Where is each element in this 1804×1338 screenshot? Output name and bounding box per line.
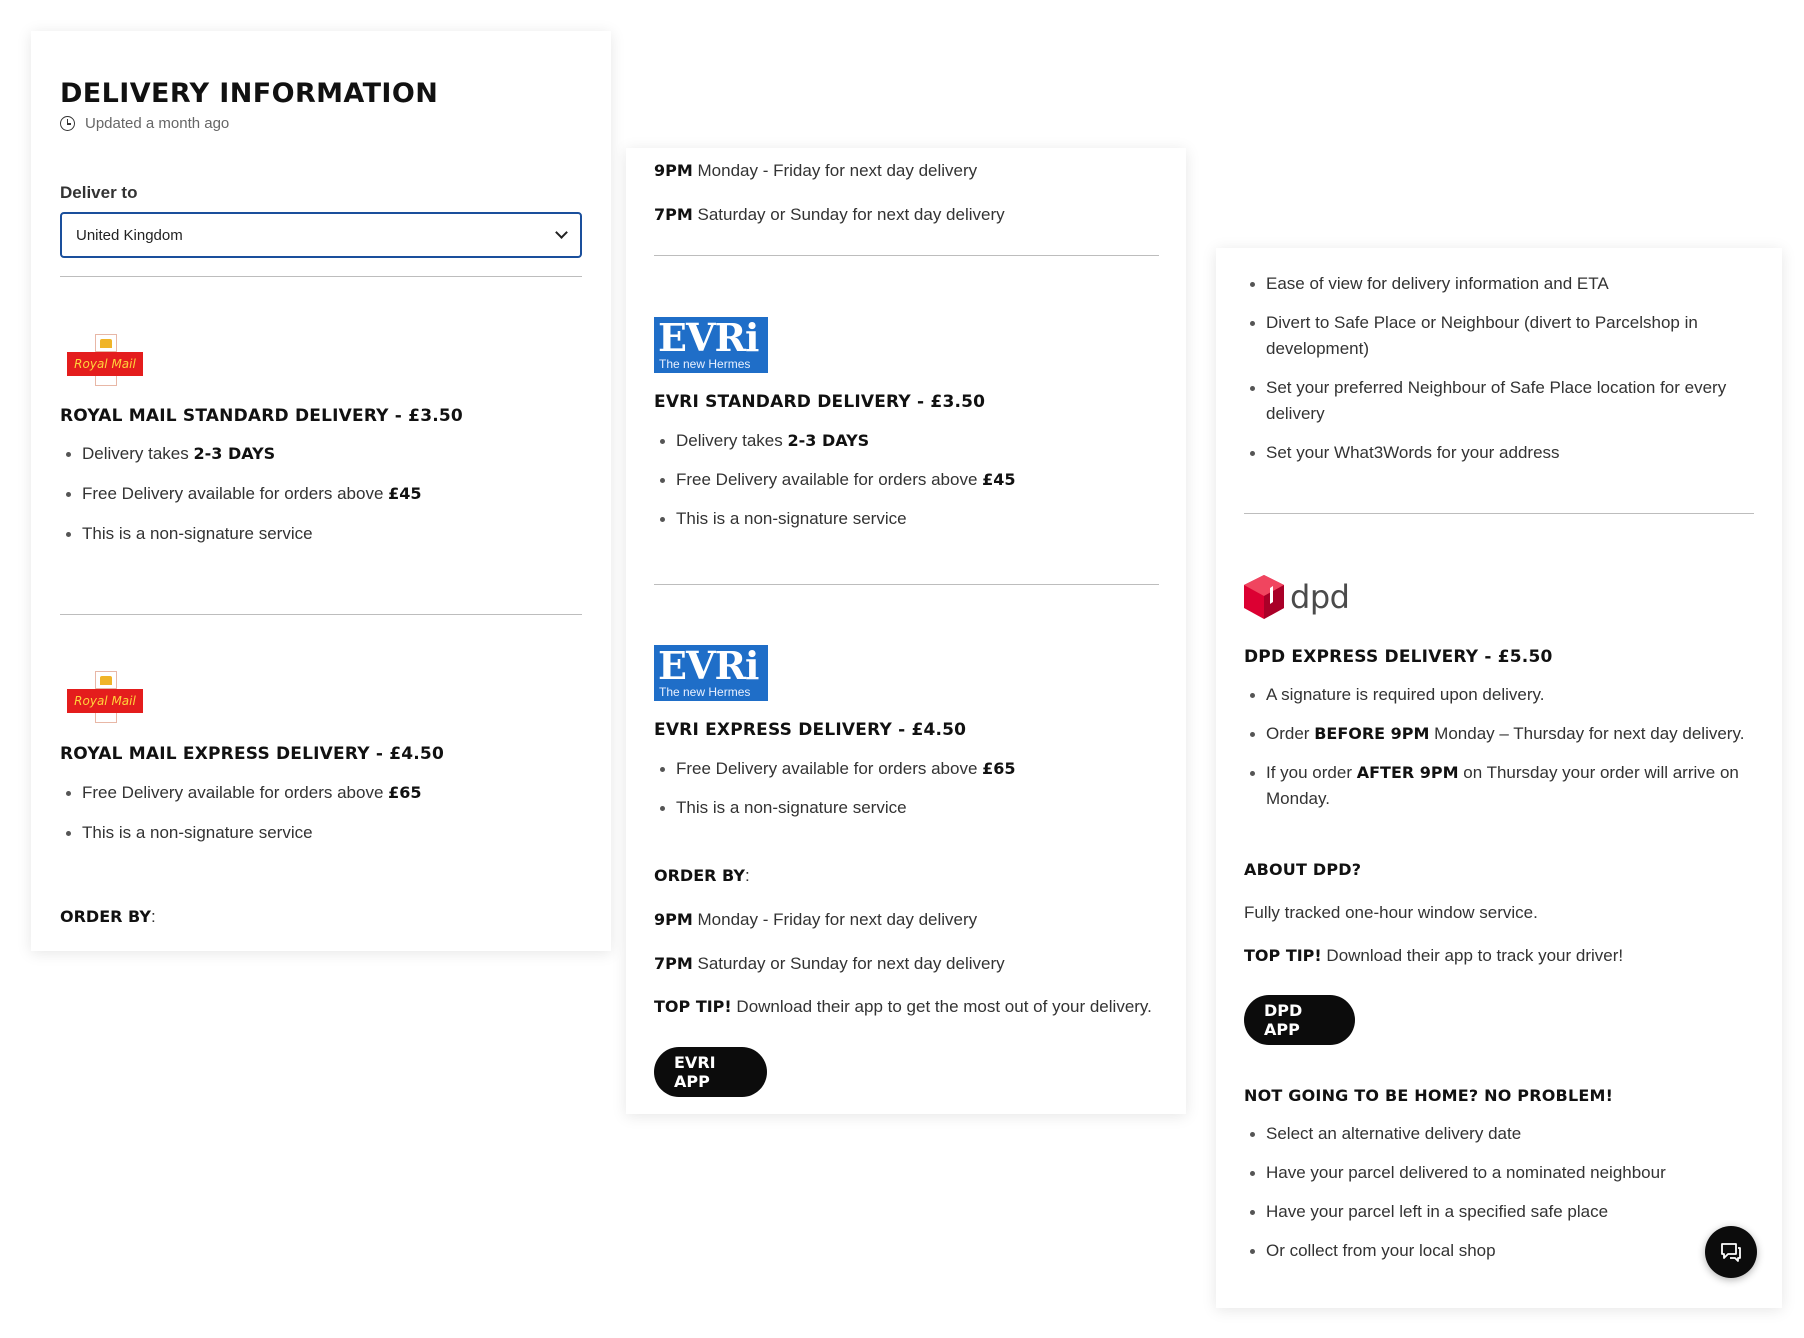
evri-logo bbox=[654, 317, 768, 373]
royal-mail-logo-text: Royal Mail bbox=[67, 689, 143, 713]
left-panel bbox=[31, 31, 611, 951]
order-by-line: 7PM Saturday or Sunday for next day delivery bbox=[654, 205, 1005, 224]
evri-logo-word: EVRi bbox=[658, 317, 759, 360]
rm-express-title: ROYAL MAIL EXPRESS DELIVERY - £4.50 bbox=[60, 744, 444, 764]
list-item: Set your What3Words for your address bbox=[1244, 440, 1759, 466]
dpd-logo bbox=[1244, 575, 1349, 619]
list-item: Select an alternative delivery date bbox=[1244, 1121, 1759, 1147]
list-item: This is a non-signature service bbox=[60, 820, 580, 846]
clock-icon bbox=[60, 116, 75, 131]
list-item: Have your parcel left in a specified safe place bbox=[1244, 1199, 1759, 1225]
list-item: Ease of view for delivery information and ETA bbox=[1244, 271, 1759, 297]
country-select[interactable] bbox=[60, 212, 582, 258]
dpd-cube-icon bbox=[1244, 575, 1284, 619]
not-home-title: NOT GOING TO BE HOME? NO PROBLEM! bbox=[1244, 1086, 1614, 1105]
evri-logo-sub: The new Hermes bbox=[659, 685, 751, 699]
royal-mail-logo bbox=[67, 334, 143, 386]
list-item: This is a non-signature service bbox=[60, 521, 580, 547]
list-item: Delivery takes 2-3 DAYS bbox=[60, 441, 580, 467]
evri-standard-title: EVRI STANDARD DELIVERY - £3.50 bbox=[654, 392, 986, 412]
list-item: Free Delivery available for orders above £65 bbox=[654, 756, 1164, 782]
order-by-line: 9PM Monday - Friday for next day delivery bbox=[654, 910, 978, 929]
order-by-heading: ORDER BY: bbox=[654, 866, 750, 885]
evri-app-button[interactable]: EVRI APP bbox=[654, 1047, 767, 1097]
evri-logo-sub: The new Hermes bbox=[659, 357, 751, 371]
updated-text: Updated a month ago bbox=[85, 115, 230, 132]
divider bbox=[654, 584, 1159, 585]
dpd-app-button[interactable]: DPD APP bbox=[1244, 995, 1355, 1045]
list-item: This is a non-signature service bbox=[654, 795, 1164, 821]
chat-icon bbox=[1719, 1241, 1743, 1263]
list-item: If you order AFTER 9PM on Thursday your order will arrive on Monday. bbox=[1244, 760, 1759, 812]
divider bbox=[654, 255, 1159, 256]
order-by-heading: ORDER BY: bbox=[60, 907, 156, 926]
list-item: Free Delivery available for orders above £65 bbox=[60, 780, 580, 806]
updated-info bbox=[60, 115, 229, 132]
dpd-express-bullets bbox=[1244, 682, 1759, 812]
list-item: Set your preferred Neighbour of Safe Place location for every delivery bbox=[1244, 375, 1759, 427]
divider bbox=[60, 614, 582, 615]
top-tip: TOP TIP! Download their app to track your driver! bbox=[1244, 946, 1624, 965]
divider bbox=[60, 276, 582, 277]
evri-logo-word: EVRi bbox=[658, 645, 759, 688]
country-select-value: United Kingdom bbox=[76, 226, 183, 244]
evri-express-bullets bbox=[654, 756, 1164, 821]
order-by-line: 7PM Saturday or Sunday for next day delivery bbox=[654, 954, 1005, 973]
evri-logo bbox=[654, 645, 768, 701]
chat-button[interactable] bbox=[1705, 1226, 1757, 1278]
deliver-to-label: Deliver to bbox=[60, 183, 138, 202]
list-item: Free Delivery available for orders above £45 bbox=[654, 467, 1164, 493]
evri-express-title: EVRI EXPRESS DELIVERY - £4.50 bbox=[654, 720, 967, 740]
royal-mail-logo bbox=[67, 671, 143, 723]
list-item: Order BEFORE 9PM Monday – Thursday for next day delivery. bbox=[1244, 721, 1759, 747]
list-item: Or collect from your local shop bbox=[1244, 1238, 1759, 1264]
list-item: This is a non-signature service bbox=[654, 506, 1164, 532]
list-item: Free Delivery available for orders above £45 bbox=[60, 481, 580, 507]
not-home-bullets bbox=[1244, 1121, 1759, 1264]
crown-icon bbox=[95, 671, 117, 689]
middle-panel bbox=[626, 148, 1186, 1114]
list-item: Have your parcel delivered to a nominated neighbour bbox=[1244, 1160, 1759, 1186]
rm-standard-bullets bbox=[60, 441, 580, 547]
about-dpd-title: ABOUT DPD? bbox=[1244, 860, 1362, 879]
list-item: Delivery takes 2-3 DAYS bbox=[654, 428, 1164, 454]
right-panel bbox=[1216, 248, 1782, 1308]
rm-express-bullets bbox=[60, 780, 580, 846]
dpd-app-features bbox=[1244, 271, 1759, 466]
about-dpd-text: Fully tracked one-hour window service. bbox=[1244, 903, 1538, 922]
divider bbox=[1244, 513, 1754, 514]
top-tip: TOP TIP! Download their app to get the most out of your delivery. bbox=[654, 997, 1152, 1016]
evri-standard-bullets bbox=[654, 428, 1164, 532]
order-by-line: 9PM Monday - Friday for next day delivery bbox=[654, 161, 978, 180]
list-item: Divert to Safe Place or Neighbour (divert to Parcelshop in development) bbox=[1244, 310, 1759, 362]
dpd-logo-word: dpd bbox=[1290, 578, 1350, 616]
crown-icon bbox=[95, 334, 117, 352]
list-item: A signature is required upon delivery. bbox=[1244, 682, 1759, 708]
chevron-down-icon bbox=[555, 226, 568, 239]
royal-mail-logo-text: Royal Mail bbox=[67, 352, 143, 376]
dpd-express-title: DPD EXPRESS DELIVERY - £5.50 bbox=[1244, 647, 1553, 667]
page-title: DELIVERY INFORMATION bbox=[60, 78, 439, 109]
rm-standard-title: ROYAL MAIL STANDARD DELIVERY - £3.50 bbox=[60, 406, 463, 426]
